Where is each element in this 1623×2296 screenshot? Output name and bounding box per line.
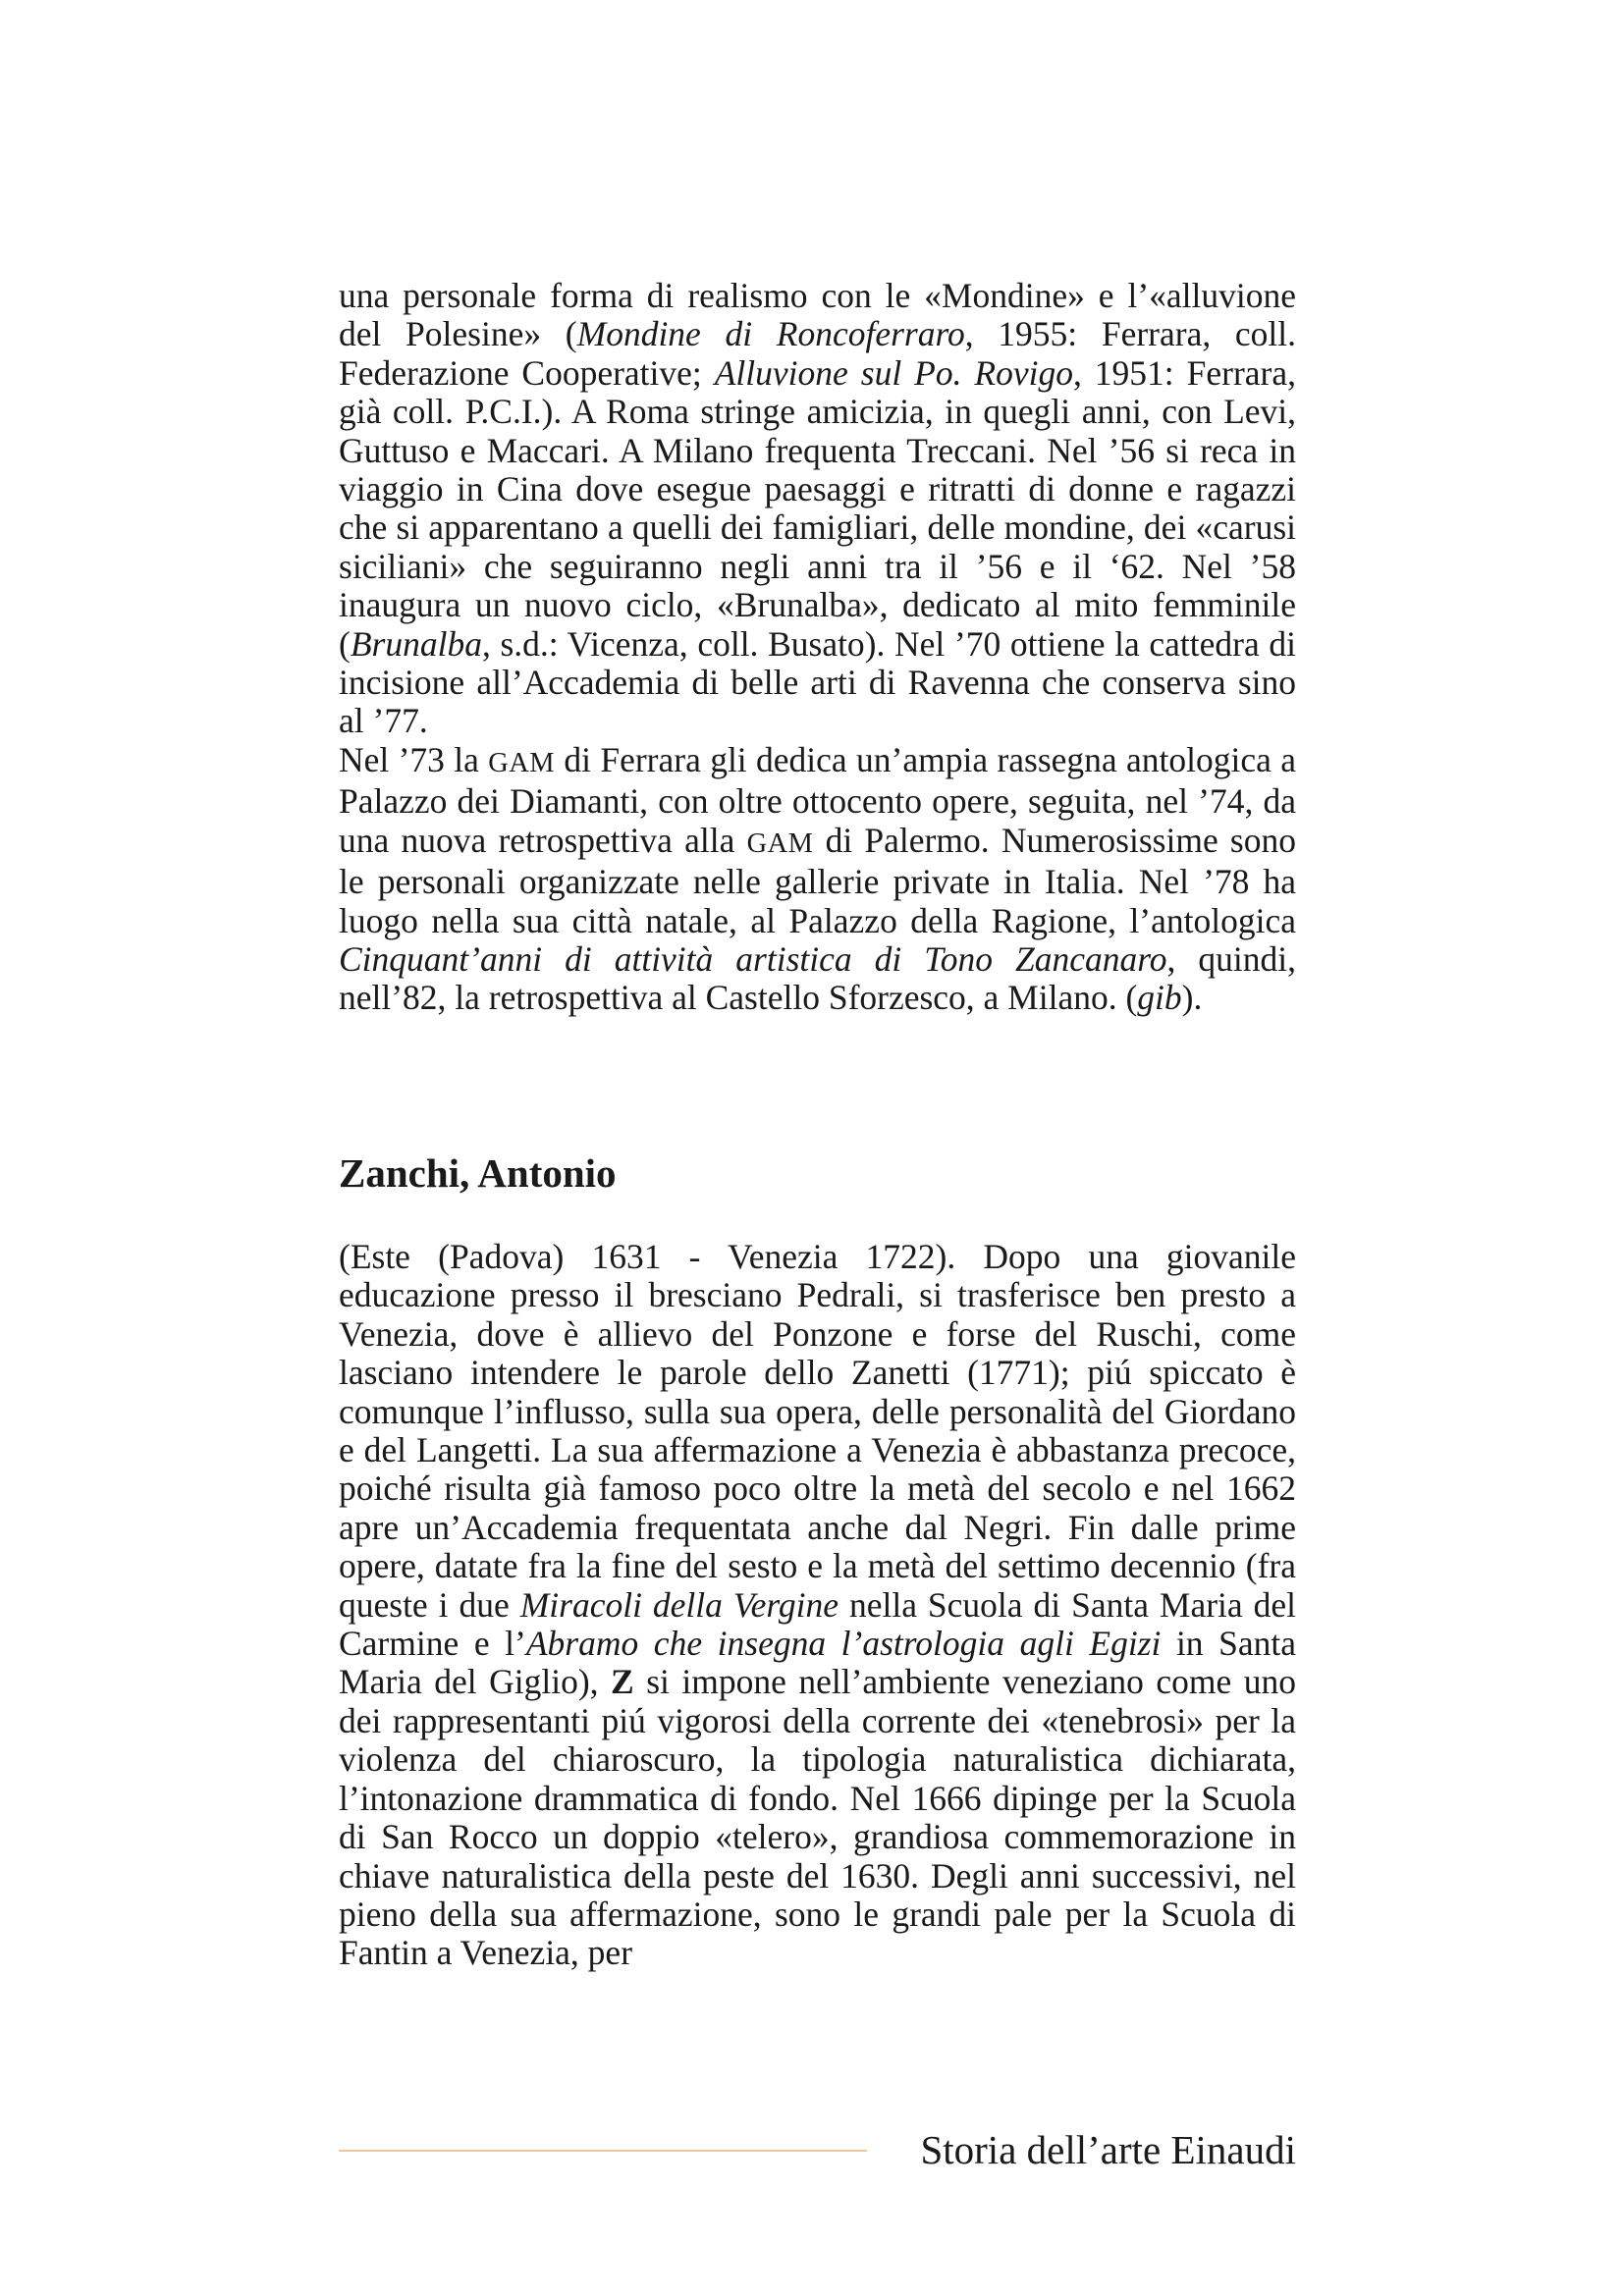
italic-title: gib [1137,978,1182,1018]
text-run: , s.d.: Vicenza, coll. Busato). Nel ’70 ottiene la cattedra di incisione all’Accademia di belle arti di Ravenna che conserva sino al ’77. [339,623,1296,741]
paragraph [339,1238,1296,1973]
text-run: ). [1181,978,1203,1018]
italic-title: Mondine di Roncoferraro [576,314,965,354]
italic-title: Brunalba [350,623,482,664]
italic-title: Alluvione sul Po. Rovigo [714,352,1073,393]
bold-abbreviation: Z [611,1662,634,1702]
small-caps-abbreviation: GAM [746,828,814,859]
paragraph [339,741,1296,1018]
italic-title: Miracoli della Vergine [519,1584,839,1625]
text-run: si impone nell’ambiente veneziano come uno dei rappresentanti piú vigorosi della corrente dei «tenebrosi» per la violenza del chiaroscuro, la tipologia naturalistica dichiarata, l’intonazione drammatica di fondo. Nel 1666 dipinge per la Scuola di San Rocco un doppio «telero», grandiosa commemorazione in chiave naturalistica della peste del 1630. Degli anni successivi, nel pieno della sua affermazione, sono le grandi pale per la Scuola di Fantin a Venezia, per [339,1662,1296,1973]
italic-title: Cinquant’anni di attività artistica di Tono Zancanaro [339,938,1167,979]
entry-body [339,1238,1296,1973]
text-run: Nel ’73 la [339,739,489,779]
paragraph [339,277,1296,741]
text-run: nella Scuola di Santa Maria del Carmine e l’ [339,1584,1297,1664]
text-run: di Ferrara gli dedica un’ampia rassegna antologica a Palazzo dei Diamanti, con oltre ottocento opere, seguita, nel ’74, da una nuova retrospettiva alla [339,739,1296,860]
footer-rule [339,2150,867,2152]
previous-entry-continuation [339,277,1296,1018]
small-caps-abbreviation: GAM [488,747,556,778]
text-run: , 1955: Ferrara, coll. Federazione Cooperative; [339,314,1297,393]
footer-publication-title: Storia dell’arte Einaudi [920,2127,1296,2172]
text-run: una personale forma di realismo con le «Mondine» e l’«alluvione del Polesine» ( [339,276,1296,354]
text-run: (Este (Padova) 1631 - Venezia 1722). Dopo una giovanile educazione presso il bresciano Pedrali, si trasferisce ben presto a Venezia, dove è allievo del Ponzone e forse del Ruschi, come lasciano intendere le parole dello Zanetti (1771); piú spiccato è comunque l’influsso, sulla sua opera, delle personalità del Giordano e del Langetti. La sua affermazione a Venezia è abbastanza precoce, poiché risulta già famoso poco oltre la metà del secolo e nel 1662 apre un’Accademia frequentata anche dal Negri. Fin dalle prime opere, datate fra la fine del sesto e la metà del settimo decennio (fra queste i due [339,1237,1296,1625]
entry-heading: Zanchi, Antonio [339,1150,617,1196]
text-run: di Palermo. Numerosissime sono le personali organizzate nelle gallerie private in Italia. Nel ’78 ha luogo nella sua città natale, al Palazzo della Ragione, l’antologica [339,820,1297,940]
text-run: , 1951: Ferrara, già coll. P.C.I.). A Roma stringe amicizia, in quegli anni, con Levi, Guttuso e Maccari. A Milano frequenta Treccani. Nel ’56 si reca in viaggio in Cina dove esegue paesaggi e ritratti di donne e ragazzi che si apparentano a quelli dei famigliari, delle mondine, dei «carusi siciliani» che seguiranno negli anni tra il ’56 e il ‘62. Nel ’58 inaugura un nuovo ciclo, «Brunalba», dedicato al mito femminile ( [339,352,1296,664]
text-run: in Santa Maria del Giglio), [339,1624,1296,1702]
italic-title: Abramo che insegna l’astrologia agli Egizi [525,1624,1162,1664]
text-run: , quindi, nell’82, la retrospettiva al Castello Sforzesco, a Milano. ( [339,938,1296,1018]
